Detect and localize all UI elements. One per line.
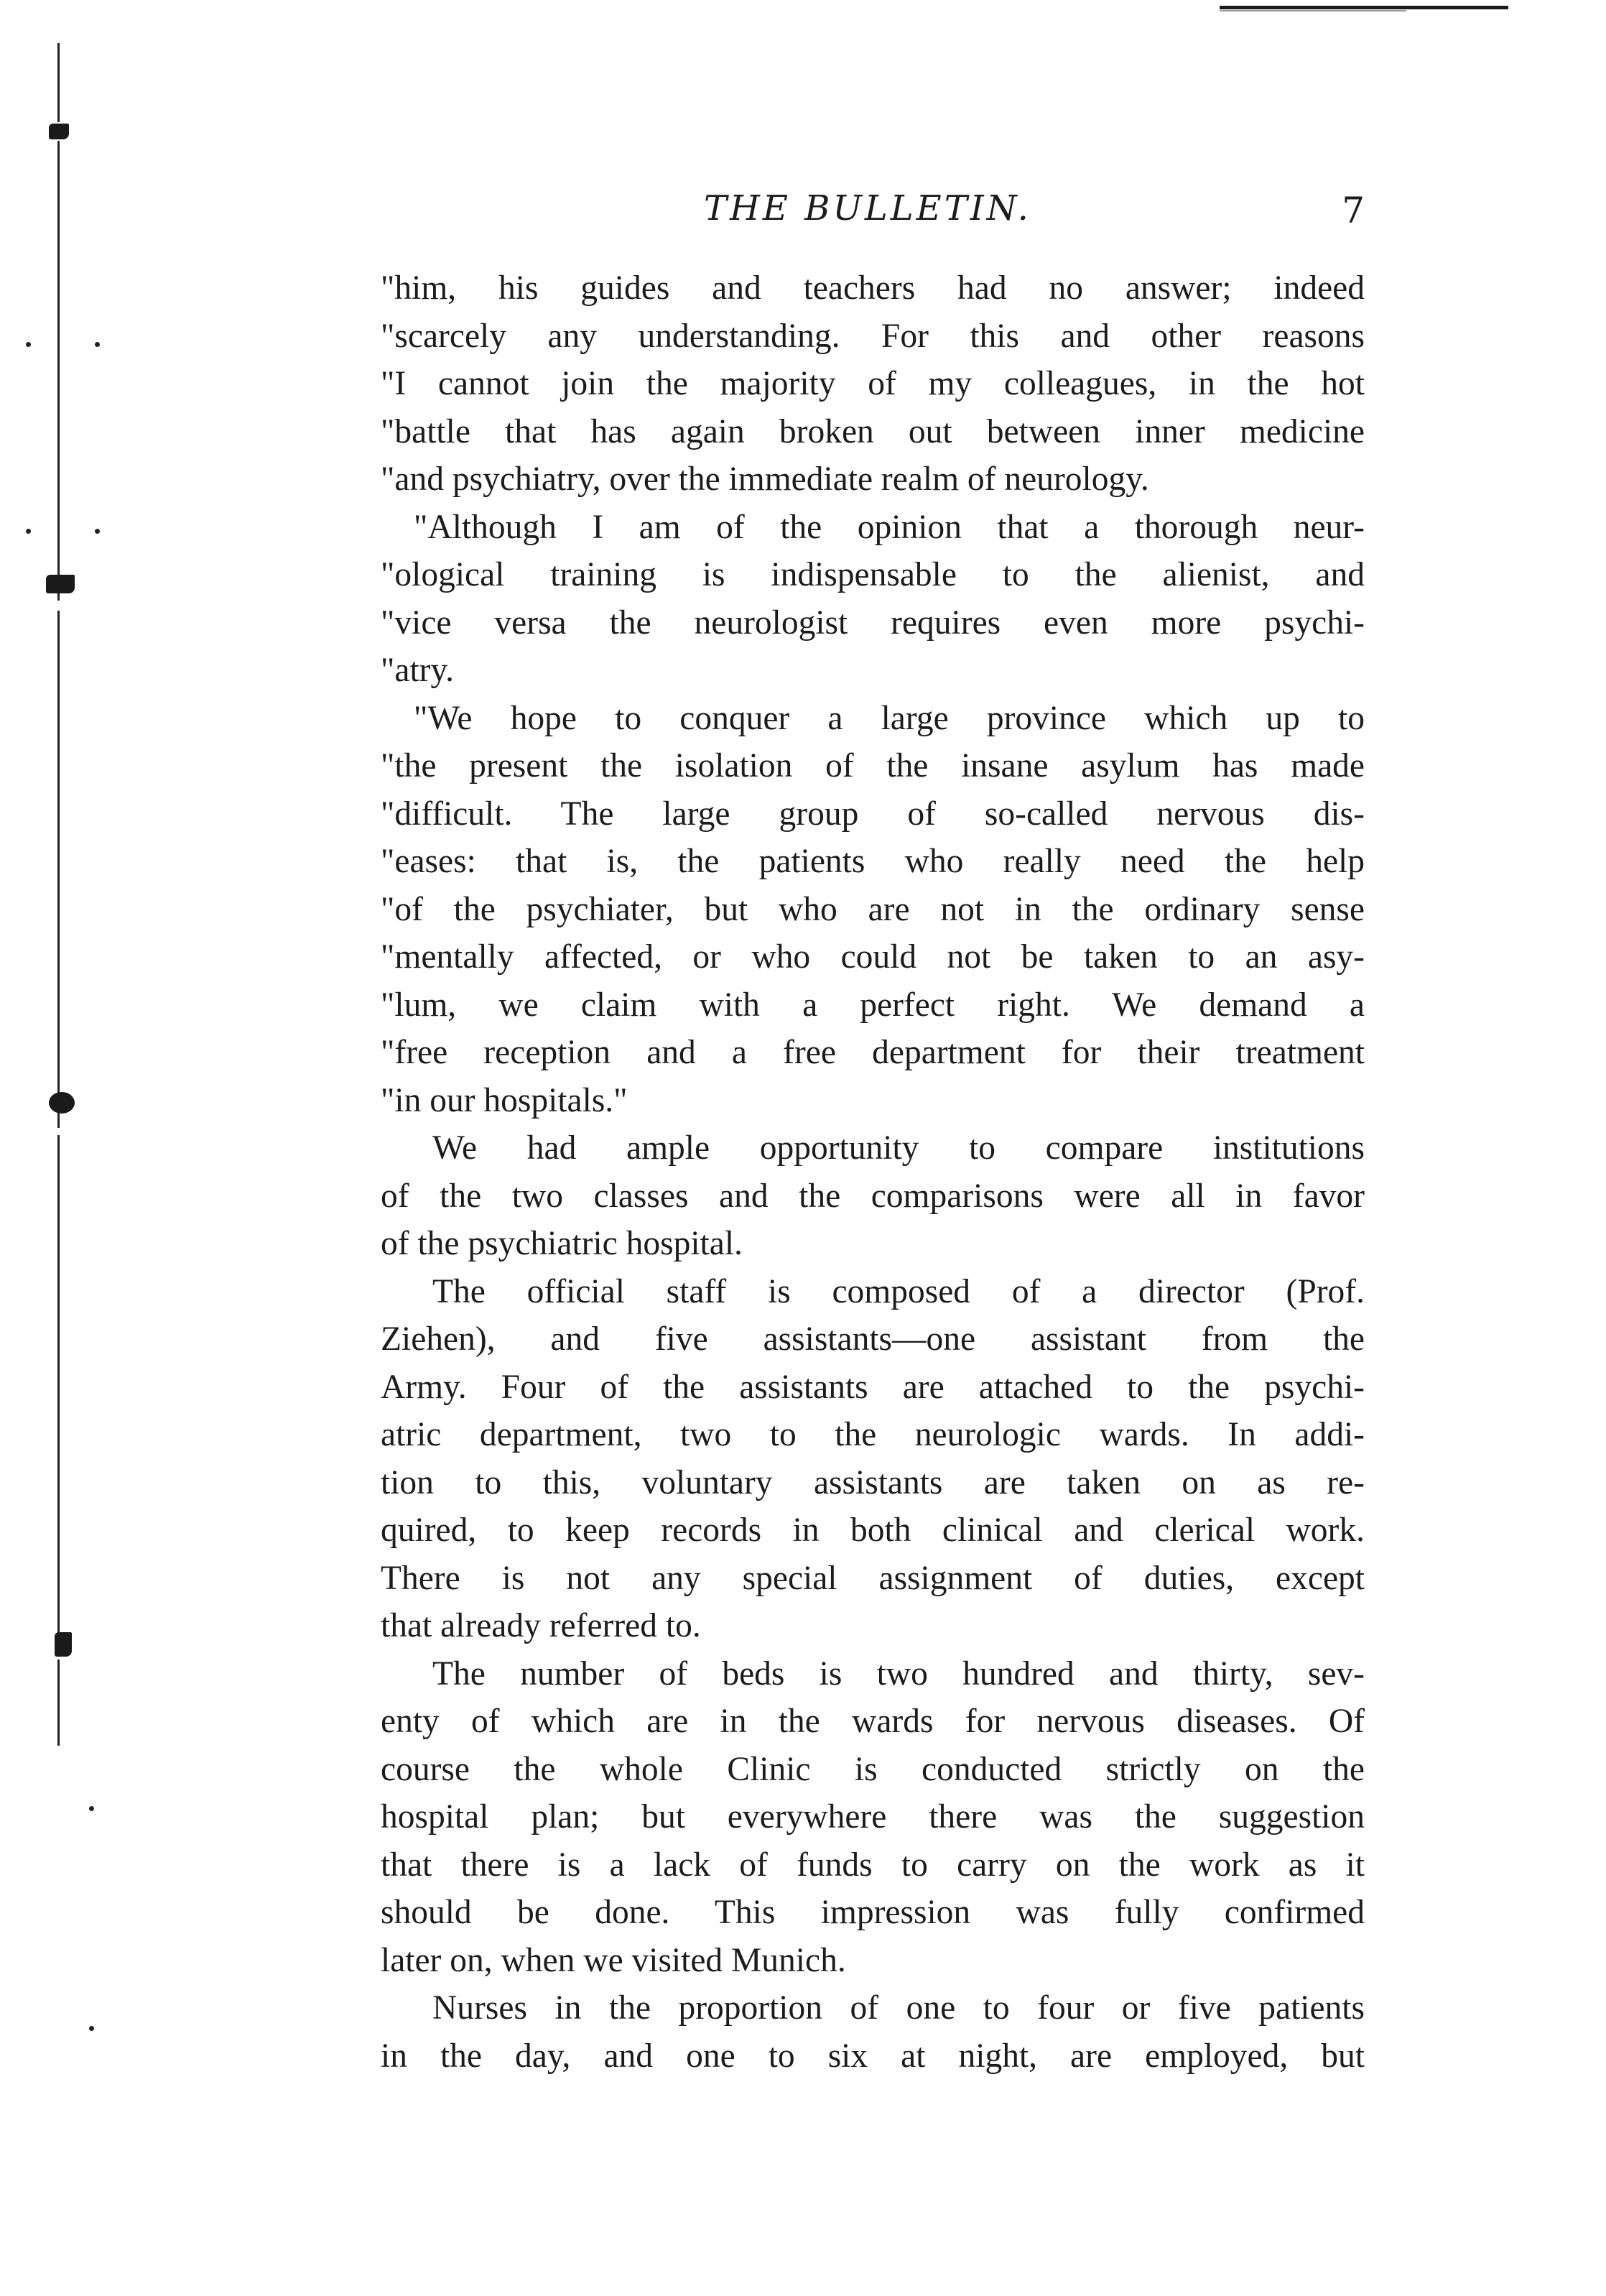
binding-margin — [45, 43, 88, 1767]
text-line: "of the psychiater, but who are not in the ordinary sense — [381, 890, 1365, 928]
binding-mark — [46, 575, 75, 593]
binding-line — [57, 1659, 60, 1746]
text-line: tion to this, voluntary assistants are taken on as re- — [381, 1463, 1365, 1501]
text-line: Ziehen), and five assistants—one assistant from the — [381, 1320, 1365, 1358]
text-line: "free reception and a free department for their treatment — [381, 1034, 1365, 1071]
text-line: "eases: that is, the patients who really need the help — [381, 843, 1365, 880]
text-line: "I cannot join the majority of my colleagues, in the hot — [381, 365, 1365, 402]
text-line: course the whole Clinic is conducted strictly on the — [381, 1750, 1365, 1788]
binding-dot — [26, 342, 31, 347]
text-line: We had ample opportunity to compare institutions — [432, 1129, 1365, 1167]
text-line: "lum, we claim with a perfect right. We demand a — [381, 986, 1365, 1024]
binding-line — [57, 611, 60, 1128]
paragraph — [381, 1124, 1365, 1268]
text-line: There is not any special assignment of duties, except — [381, 1559, 1365, 1597]
binding-dot — [89, 2026, 94, 2031]
paragraph — [381, 1268, 1365, 1650]
binding-mark — [49, 124, 69, 139]
text-line: "difficult. The large group of so-called nervous dis- — [381, 795, 1365, 833]
text-line: that already referred to. — [381, 1607, 701, 1644]
text-line: "atry. — [381, 652, 455, 689]
page-number: 7 — [1342, 190, 1365, 231]
text-line: "scarcely any understanding. For this and other reasons — [381, 317, 1365, 355]
binding-line — [57, 43, 60, 122]
binding-dot — [26, 529, 31, 534]
text-line: "him, his guides and teachers had no answer; indeed — [381, 269, 1365, 307]
text-line: enty of which are in the wards for nervous diseases. Of — [381, 1703, 1365, 1740]
text-line: quired, to keep records in both clinical and clerical work. — [381, 1512, 1365, 1549]
text-line: "ological training is indispensable to the alienist, and — [381, 556, 1365, 593]
text-line: atric department, two to the neurologic wards. In addi- — [381, 1416, 1365, 1453]
binding-dot — [95, 529, 100, 534]
text-line: Army. Four of the assistants are attached to the psychi- — [381, 1368, 1365, 1406]
running-title: THE BULLETIN. — [704, 188, 1031, 228]
text-line: "in our hospitals." — [381, 1081, 628, 1119]
body-text — [381, 264, 1365, 2080]
text-line: The official staff is composed of a director (Prof. — [432, 1272, 1365, 1310]
binding-mark — [55, 1632, 72, 1657]
text-line: "We hope to conquer a large province which up to — [414, 699, 1365, 737]
binding-line — [57, 141, 60, 601]
text-line: Nurses in the proportion of one to four or five patients — [432, 1989, 1365, 2027]
text-line: "the present the isolation of the insane asylum has made — [381, 747, 1365, 784]
binding-mark — [49, 1092, 75, 1114]
paragraph — [381, 695, 1365, 1125]
text-line: of the two classes and the comparisons were all in favor — [381, 1177, 1365, 1215]
text-line: later on, when we visited Munich. — [381, 1941, 846, 1979]
text-line: "battle that has again broken out between inner medicine — [381, 412, 1365, 450]
text-line: should be done. This impression was fully confirmed — [381, 1894, 1365, 1931]
text-line: that there is a lack of funds to carry on the work as it — [381, 1846, 1365, 1884]
text-line: in the day, and one to six at night, are employed, but — [381, 2037, 1365, 2075]
text-line: "Although I am of the opinion that a thorough neur- — [414, 508, 1365, 546]
paragraph — [381, 504, 1365, 695]
text-line: "and psychiatry, over the immediate realm of neurology. — [381, 460, 1149, 498]
paragraph — [381, 1984, 1365, 2080]
top-rule — [1220, 6, 1508, 9]
text-line: "mentally affected, or who could not be taken to an asy- — [381, 938, 1365, 976]
paragraph — [381, 1650, 1365, 1985]
text-line: hospital plan; but everywhere there was the suggestion — [381, 1798, 1365, 1836]
text-line: of the psychiatric hospital. — [381, 1225, 743, 1262]
text-line: "vice versa the neurologist requires even more psychi- — [381, 603, 1365, 642]
binding-dot — [95, 342, 100, 347]
binding-line — [57, 1135, 60, 1638]
binding-dot — [89, 1806, 94, 1811]
page-header — [381, 188, 1365, 239]
top-rule-shadow — [1220, 10, 1406, 11]
paragraph — [381, 264, 1365, 504]
text-line: The number of beds is two hundred and thirty, sev- — [432, 1654, 1365, 1693]
